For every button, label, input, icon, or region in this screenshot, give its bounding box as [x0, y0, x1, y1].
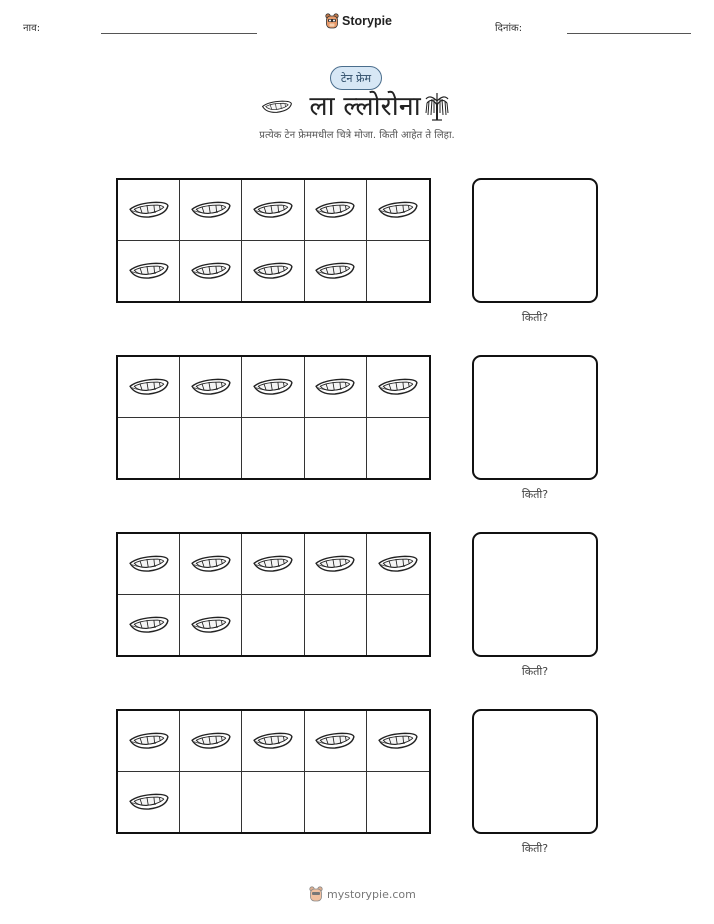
- answer-label-2: किती?: [521, 488, 549, 501]
- ten-frame-cell: [180, 241, 242, 302]
- boat-icon: [128, 788, 170, 816]
- ten-frame-cell: [305, 357, 367, 418]
- ten-frame-cell: [118, 772, 180, 833]
- ten-frame-cell: [305, 772, 367, 833]
- boat-icon: [128, 611, 170, 639]
- name-line[interactable]: [101, 33, 257, 34]
- brand-name: Storypie: [342, 14, 393, 28]
- instructions: प्रत्येक टेन फ्रेममधील चित्रे मोजा. किती आहेत ते लिहा.: [259, 130, 455, 141]
- storypie-mascot-icon: [325, 13, 339, 29]
- ten-frame-cell: [367, 534, 429, 595]
- ten-frame-cell: [118, 357, 180, 418]
- ten-frame-cell: [180, 534, 242, 595]
- footer: [309, 886, 416, 902]
- willow-tree-icon: [424, 91, 450, 121]
- ten-frame-cell: [242, 357, 304, 418]
- ten-frame-cell: [367, 595, 429, 656]
- boat-icon: [190, 727, 232, 755]
- ten-frame-cell: [367, 357, 429, 418]
- date-label: दिनांक:: [495, 23, 523, 34]
- brand-logo: [325, 13, 392, 29]
- date-line[interactable]: [567, 33, 691, 34]
- ten-frame-2: [116, 355, 431, 480]
- ten-frame-cell: [180, 711, 242, 772]
- badge-label: टेन फ्रेम: [340, 71, 372, 85]
- boat-icon: [128, 550, 170, 578]
- boat-icon: [261, 97, 293, 117]
- boat-icon: [190, 611, 232, 639]
- boat-icon: [252, 550, 294, 578]
- ten-frame-cell: [242, 772, 304, 833]
- name-label: नाव:: [23, 23, 41, 34]
- ten-frame-cell: [180, 418, 242, 479]
- ten-frame-1: [116, 178, 431, 303]
- boat-icon: [377, 550, 419, 578]
- ten-frame-cell: [118, 241, 180, 302]
- boat-icon: [314, 257, 356, 285]
- ten-frame-cell: [367, 711, 429, 772]
- ten-frame-cell: [242, 534, 304, 595]
- answer-box-1[interactable]: [472, 178, 598, 303]
- ten-frame-cell: [367, 180, 429, 241]
- ten-frame-cell: [242, 711, 304, 772]
- ten-frame-cell: [118, 418, 180, 479]
- worksheet-type-badge: [330, 66, 382, 90]
- ten-frame-cell: [242, 595, 304, 656]
- storypie-mascot-icon: [309, 886, 323, 902]
- ten-frame-cell: [180, 595, 242, 656]
- boat-icon: [128, 373, 170, 401]
- boat-icon: [314, 550, 356, 578]
- boat-icon: [314, 727, 356, 755]
- ten-frame-cell: [118, 180, 180, 241]
- boat-icon: [190, 373, 232, 401]
- boat-icon: [377, 196, 419, 224]
- boat-icon: [377, 727, 419, 755]
- ten-frame-4: [116, 709, 431, 834]
- ten-frame-3: [116, 532, 431, 657]
- boat-icon: [190, 196, 232, 224]
- ten-frame-cell: [180, 180, 242, 241]
- boat-icon: [190, 550, 232, 578]
- boat-icon: [252, 196, 294, 224]
- ten-frame-cell: [367, 418, 429, 479]
- boat-icon: [190, 257, 232, 285]
- ten-frame-cell: [305, 241, 367, 302]
- boat-icon: [128, 196, 170, 224]
- ten-frame-cell: [118, 595, 180, 656]
- boat-icon: [252, 727, 294, 755]
- ten-frame-cell: [367, 772, 429, 833]
- boat-icon: [252, 373, 294, 401]
- answer-box-4[interactable]: [472, 709, 598, 834]
- ten-frame-cell: [242, 241, 304, 302]
- answer-box-2[interactable]: [472, 355, 598, 480]
- ten-frame-cell: [305, 418, 367, 479]
- boat-icon: [314, 373, 356, 401]
- ten-frame-cell: [305, 711, 367, 772]
- ten-frame-cell: [305, 595, 367, 656]
- ten-frame-cell: [180, 772, 242, 833]
- ten-frame-cell: [180, 357, 242, 418]
- answer-box-3[interactable]: [472, 532, 598, 657]
- footer-site[interactable]: mystorypie.com: [327, 887, 416, 901]
- boat-icon: [128, 257, 170, 285]
- ten-frame-cell: [242, 418, 304, 479]
- answer-label-1: किती?: [521, 311, 549, 324]
- boat-icon: [128, 727, 170, 755]
- boat-icon: [377, 373, 419, 401]
- ten-frame-cell: [305, 534, 367, 595]
- ten-frame-cell: [305, 180, 367, 241]
- boat-icon: [252, 257, 294, 285]
- answer-label-3: किती?: [521, 665, 549, 678]
- ten-frame-cell: [367, 241, 429, 302]
- ten-frame-cell: [118, 711, 180, 772]
- answer-label-4: किती?: [521, 842, 549, 855]
- worksheet-title: ला ल्लोरोना: [309, 91, 421, 122]
- ten-frame-cell: [118, 534, 180, 595]
- ten-frame-cell: [242, 180, 304, 241]
- boat-icon: [314, 196, 356, 224]
